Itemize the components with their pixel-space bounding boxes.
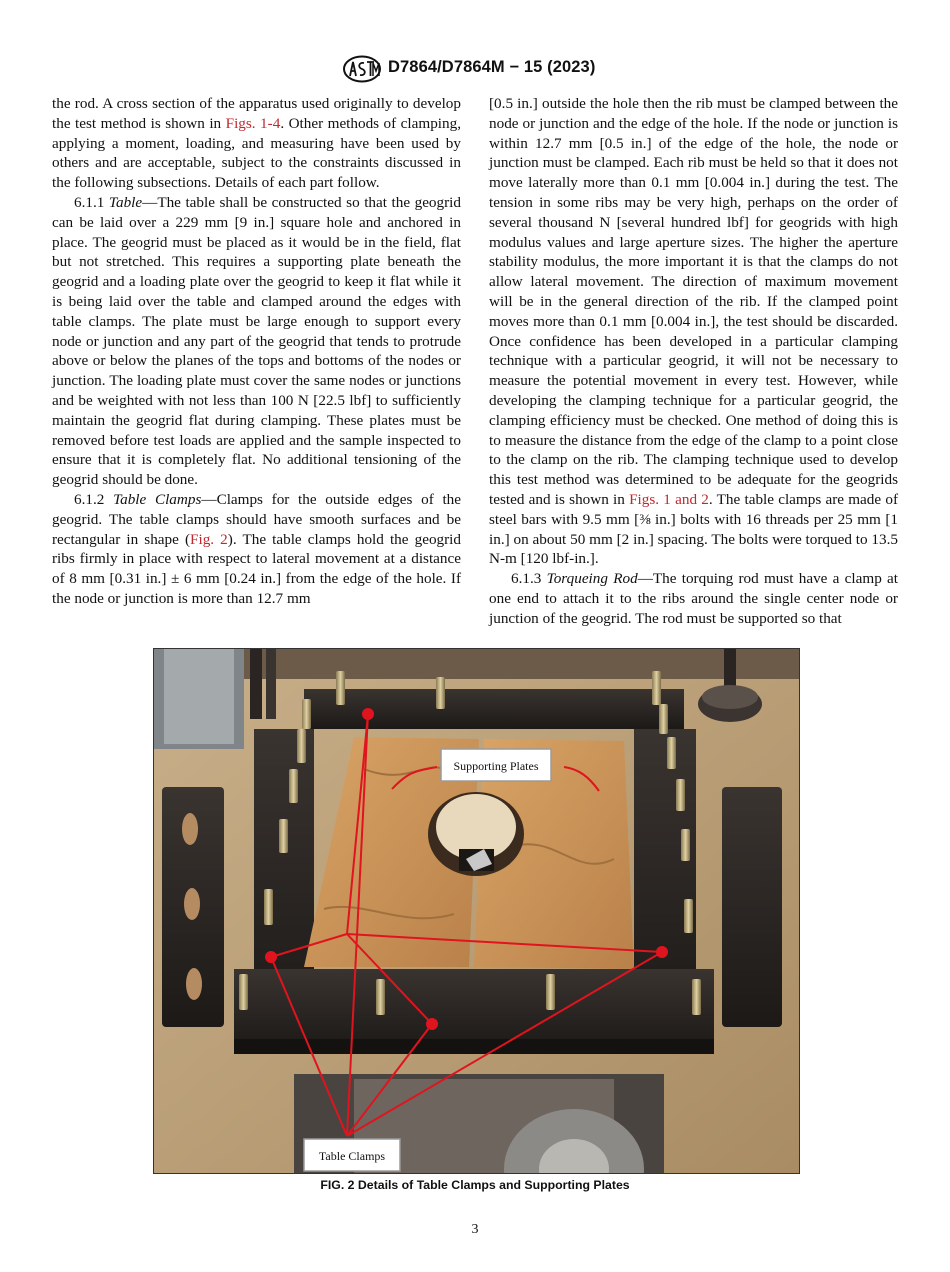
- document-designation: D7864/D7864M − 15 (2023): [388, 58, 596, 76]
- fig-2-link[interactable]: Fig. 2: [190, 530, 228, 548]
- figure-caption: FIG. 2 Details of Table Clamps and Supporting Plates: [320, 1178, 630, 1192]
- astm-logo-icon: [342, 55, 382, 83]
- table-clamps-label: Table Clamps: [318, 1149, 386, 1163]
- table-clamps-photo: [154, 649, 799, 1173]
- figure-photo: [153, 648, 800, 1174]
- supporting-plates-label: Supporting Plates: [453, 759, 539, 773]
- section-title: Torqueing Rod: [546, 570, 638, 588]
- page-header: [0, 55, 950, 85]
- figs-1-and-2-link[interactable]: Figs. 1 and 2: [629, 490, 709, 508]
- section-6-1-2: 6.1.2 Table Clamps—Clamps for the outside edges of the geogrid. The table clamps should have smooth surfaces and be rectangular in shape (Fig. 2). The table clamps hold the geogrid ribs firmly in place with respect to lateral movement at a distance of 8 mm [0.31 in.] ± 6 mm [0.24 in.] from the edge of the hole. If the node or junction is more than 12.7 mm: [52, 490, 462, 607]
- page-number: 3: [471, 1222, 479, 1237]
- section-6-1-1: 6.1.1 Table—The table shall be constructed so that the geogrid can be laid over a 229 mm [9 in.] square hole and anchored in place. The geogrid must be placed as it would be in the field, flat but not stretched. This requires a supporting plate beneath the geogrid and a loading plate over the geogrid to keep it flat while it is being laid over the table and clamped around the edges with table clamps. The plate must be large enough to support every node or junction and any part of the geogrid that tends to protrude above or below the planes of the tops and bottoms of the nodes or junction. The loading plate must cover the same nodes or junctions and be weighted with not less than 100 N [22.5 lbf] to sufficiently maintain the geogrid flat during clamping. These plates must be removed before test loads are applied and the sample inspected to ensure that it is completely flat. No additional tensioning of the geogrid should be done.: [52, 193, 461, 489]
- section-title: Table: [108, 193, 143, 211]
- left-column: [52, 94, 461, 609]
- continued-paragraph: [0.5 in.] outside the hole then the rib must be clamped between the node or junction and the edge of the hole. If the node or junction is within 12.7 mm [0.5 in.] of the edge of the hole, the node or junction must be clamped. Each rib must be held so that it does not move laterally more than 0.1 mm [0.004 in.] during the test. The tension in some ribs may be very high, perhaps on the order of several thousand N [several hundred lbf] for geogrids with high modulus values and large aperture sizes. The higher the aperture stability modulus, the more important it is that the clamps do not allow lateral movement. The direction of maximum movement will be in the general direction of the rib. If the clamped point moves more than 0.1 mm [0.004 in.], the test should be discarded. Once confidence has been developed in a particular clamping technique with a particular geogrid, it will not be necessary to measure the potential movement in every test. However, while developing the clamping technique for a particular geogrid, the clamping efficiency must be checked. One method of doing this is to measure the distance from the edge of the clamp to a point close to the clamp on the rib. The clamping technique used to develop this test method was determined to be adequate for the geogrids tested and is shown in Figs. 1 and 2. The table clamps are made of steel bars with 9.5 mm [⅜ in.] bolts with 16 threads per 25 mm [1 in.] on about 50 mm [2 in.] spacing. The bolts were torqued to 13.5 N-m [120 lbf-in.].: [489, 95, 899, 568]
- intro-paragraph: the rod. A cross section of the apparatus used originally to develop the test method is shown in Figs. 1-4. Other methods of clamping, applying a moment, loading, and measuring have been used by others and are acceptable, subject to the constraints discussed in the following subsections. Details of each part follow.: [52, 95, 461, 192]
- section-title: Table Clamps: [113, 490, 202, 508]
- right-column: [489, 94, 898, 629]
- figs-1-4-link[interactable]: Figs. 1-4: [225, 114, 281, 132]
- section-6-1-3: 6.1.3 Torqueing Rod—The torquing rod must have a clamp at one end to attach it to the ribs around the single center node or junction of the geogrid. The rod must be supported so that: [489, 570, 899, 627]
